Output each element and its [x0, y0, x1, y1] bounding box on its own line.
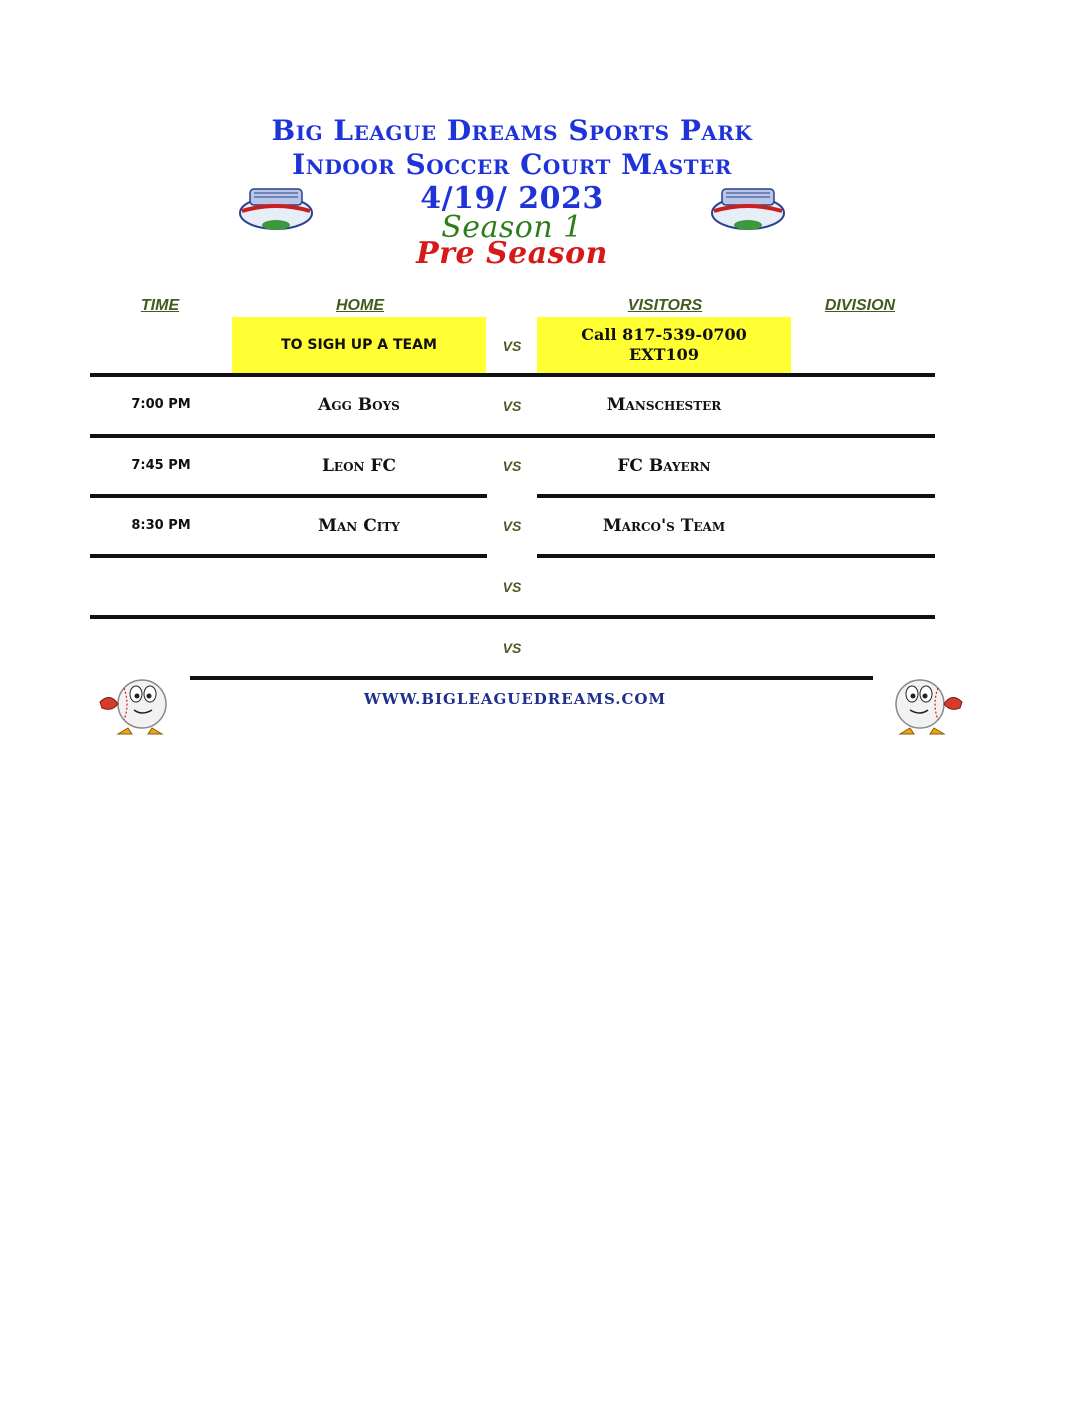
visitor-team: Manschester [606, 395, 722, 415]
column-header-division: DIVISION [824, 297, 896, 314]
column-header-visitors: VISITORS [627, 297, 703, 314]
column-header-time: TIME [140, 297, 180, 314]
vs-label: VS [502, 398, 522, 414]
signup-vs: VS [502, 338, 522, 354]
game-time: 7:45 PM [131, 458, 191, 473]
home-team: Man City [318, 516, 400, 536]
column-header-home: HOME [336, 297, 384, 314]
visitor-team: FC Bayern [617, 456, 711, 476]
signup-extension: EXT109 [629, 345, 699, 364]
row-divider [537, 554, 935, 558]
row-divider [90, 373, 935, 377]
signup-visitor-box [537, 317, 791, 373]
website-url: WWW.BIGLEAGUEDREAMS.COM [363, 690, 667, 708]
game-time: 7:00 PM [131, 397, 191, 412]
home-team: Agg Boys [318, 395, 400, 415]
preseason-label: Pre Season [416, 236, 608, 271]
vs-label: VS [502, 640, 522, 656]
row-divider [90, 554, 487, 558]
row-divider [90, 434, 935, 438]
season-label: Season 1 [441, 210, 583, 245]
row-divider [537, 494, 935, 498]
row-divider [90, 494, 487, 498]
big-league-dreams-logo-right [708, 183, 788, 233]
row-divider [90, 615, 935, 619]
row-divider [190, 676, 873, 680]
home-team: Leon FC [321, 456, 397, 476]
vs-label: VS [502, 518, 522, 534]
game-time: 8:30 PM [131, 518, 191, 533]
signup-phone: Call 817-539-0700 [581, 325, 747, 344]
signup-home-box [232, 317, 486, 373]
vs-label: VS [502, 579, 522, 595]
title-line-2: Indoor Soccer Court Master [292, 148, 732, 181]
signup-home-text: TO SIGH UP A TEAM [281, 337, 437, 353]
baseball-mascot-right [872, 674, 972, 738]
schedule-date: 4/19/ 2023 [420, 181, 604, 216]
baseball-mascot-left [90, 674, 190, 738]
visitor-team: Marco's Team [602, 516, 726, 536]
big-league-dreams-logo-left [236, 183, 316, 233]
title-line-1: Big League Dreams Sports Park [271, 114, 753, 147]
vs-label: VS [502, 458, 522, 474]
